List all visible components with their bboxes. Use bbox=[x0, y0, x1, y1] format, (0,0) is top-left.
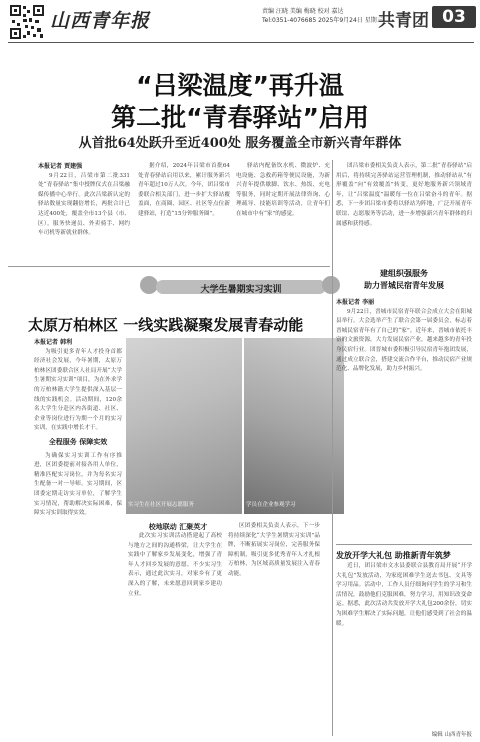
byline: 本报记者 贾建强 bbox=[38, 163, 83, 170]
second-article-left-column bbox=[34, 338, 122, 734]
article-divider bbox=[336, 544, 472, 545]
article-paragraph: 近日，团吕梁市文水县委联合县教育局开展“开学大礼包”发放活动，为家庭困难学生送去书包、文具等学习用品。活动中，工作人员仔细询问学生的学习和生活情况，鼓励他们克服困难，努力学习，用知识改变命运。据悉，此次活动共发放开学大礼包200余份，切实为困难学生解决了实际问题，让他们感受到了社会的温暖。 bbox=[336, 563, 472, 627]
byline: 本报记者 李丽 bbox=[336, 299, 375, 306]
sidebar-article2-body bbox=[336, 562, 472, 728]
sidebar-article-title-line1: 建组织强服务 bbox=[380, 269, 428, 278]
column-divider bbox=[332, 160, 333, 736]
main-article-column-2 bbox=[138, 162, 230, 266]
article-divider bbox=[8, 266, 330, 267]
article-paragraph: 为吸引更多青年人才投身首都经济社会发展，今年暑期，太原万柏林区团委联合区人社局开展“大学生暑期实习实训”项目，为在外求学的万柏林籍大学生提供深入基层一线的实践机会。活动期间，120余名大学生分赴区内各街道、社区、企业等岗位进行为期一个月的实习实训，在实践中增长才干。 bbox=[34, 348, 122, 432]
subheading: 校地联动 汇聚英才 bbox=[148, 523, 208, 531]
article-paragraph: 团吕梁市委相关负责人表示，第二批“青春驿站”启用后，将持续完善驿站运营管理机制，推动驿站从“有形覆盖”向“有效覆盖”转变，更好地服务新兴领域青年，让“吕梁温度”温暖每一位在吕梁奋斗的青年。据悉，下一步团吕梁市委将以驿站为阵地，广泛开展青年联谊、志愿服务等活动，进一步增强新兴青年群体的归属感和获得感。 bbox=[336, 163, 472, 227]
page-editor-credit: 编辑 山西青年报 bbox=[431, 732, 472, 738]
second-article-middle-column bbox=[128, 532, 222, 734]
photo-caption: 实习生在社区开展志愿服务 bbox=[128, 502, 195, 508]
article-paragraph: 据介绍，2024年吕梁市首批64处青春驿站启用以来，累计服务新兴青年超过10万人次。今年，团吕梁市委联合相关部门，进一步扩大驿站覆盖面，在商圈、园区、社区等点位新建驿站，打造“15分钟服务圈”。 bbox=[138, 163, 230, 217]
main-article-column-3 bbox=[236, 162, 330, 266]
article-paragraph: 9月22日，晋城市民宿青年联合会成立大会在阳城县举行。大会选举产生了联合会第一届委员会，标志着晋城民宿青年有了自己的“家”。近年来，晋城市依托丰富的文旅资源，大力发展民宿产业，越来越多的青年投身民宿行业。团晋城市委积极引导民宿青年抱团发展，通过成立联合会，搭建交流合作平台，推动民宿产业规范化、品牌化发展，助力乡村振兴。 bbox=[336, 308, 472, 373]
second-article-title: 太原万柏林区 一线实践凝聚发展青春动能 bbox=[28, 316, 304, 334]
byline: 本报记者 韩利 bbox=[34, 339, 73, 346]
qr-code-icon bbox=[9, 4, 45, 40]
news-photo-interns bbox=[126, 338, 242, 514]
contact-date: Tel:0351-4076685 2025年9月24日 星期三 bbox=[262, 17, 383, 24]
header-divider bbox=[8, 42, 474, 43]
sidebar-article-title-line2: 助力晋城民宿青年发展 bbox=[364, 281, 444, 290]
newspaper-logo: 山西青年报 bbox=[50, 10, 151, 32]
headline-line1: “吕梁温度”再升温 bbox=[136, 71, 344, 100]
news-photo-visit bbox=[244, 338, 344, 514]
main-article-column-1 bbox=[38, 162, 130, 266]
banner-title: 大学生暑期实习实训 bbox=[200, 285, 282, 295]
page-number: 03 bbox=[442, 7, 466, 27]
editor-credits: 责编 汪晓 美编 梅晓 校对 嘉达 bbox=[262, 8, 344, 15]
article-paragraph: 区团委相关负责人表示，下一步将持续深化“大学生暑期实习实训”品牌，不断拓展实习岗位，完善服务保障机制，吸引更多优秀青年人才扎根万柏林，为区域高质量发展注入青春动能。 bbox=[228, 523, 320, 577]
article-paragraph: 此次实习实训活动搭建起了高校与地方之间的沟通桥梁，让大学生在实践中了解家乡发展变化，增强了青年人才回乡发展的意愿。不少实习生表示，通过此次实习，对家乡有了更深入的了解，未来愿意回到家乡建功立业。 bbox=[128, 533, 222, 597]
sidebar-article-body bbox=[336, 298, 472, 534]
section-title: 共青团 bbox=[378, 11, 429, 31]
sidebar-article2-title: 发放开学大礼包 助推新青年筑梦 bbox=[336, 551, 451, 560]
photo-caption: 学员在企业参观学习 bbox=[246, 502, 296, 508]
headline-subtitle: 从首批64处跃升至近400处 服务覆盖全市新兴青年群体 bbox=[78, 136, 402, 151]
main-article-column-4 bbox=[336, 162, 472, 254]
second-article-right-column bbox=[228, 522, 320, 734]
article-paragraph: 9月22日，吕梁市第二批331处“青春驿站”集中授牌仪式在吕梁融媒传播中心举行。此次吕梁新认定的驿站数量实现翻倍增长，两批合计已达近400处，覆盖全市13个县（市、区），服务快递员、外卖骑手、网约车司机等新就业群体。 bbox=[38, 172, 130, 237]
headline-line2: 第二批“青春驿站”启用 bbox=[111, 103, 369, 132]
subheading: 全程服务 保障实效 bbox=[48, 437, 108, 446]
article-paragraph: 为确保实习实训工作有序推进，区团委提前对接各用人单位，精准匹配实习岗位，并为每名实习生配备一对一导师。实习期间，区团委定期走访实习单位，了解学生实习情况，帮助解决实际困难，保障实习实训取得实效。 bbox=[34, 452, 122, 517]
article-paragraph: 驿站内配备饮水机、微波炉、充电设施、急救药箱等便民设施，为新兴青年提供歇脚、饮水、热饭、充电等服务，同时定期开展法律咨询、心理疏导、技能培训等活动，让青年们在城市中有“家”的感觉。 bbox=[236, 163, 330, 217]
